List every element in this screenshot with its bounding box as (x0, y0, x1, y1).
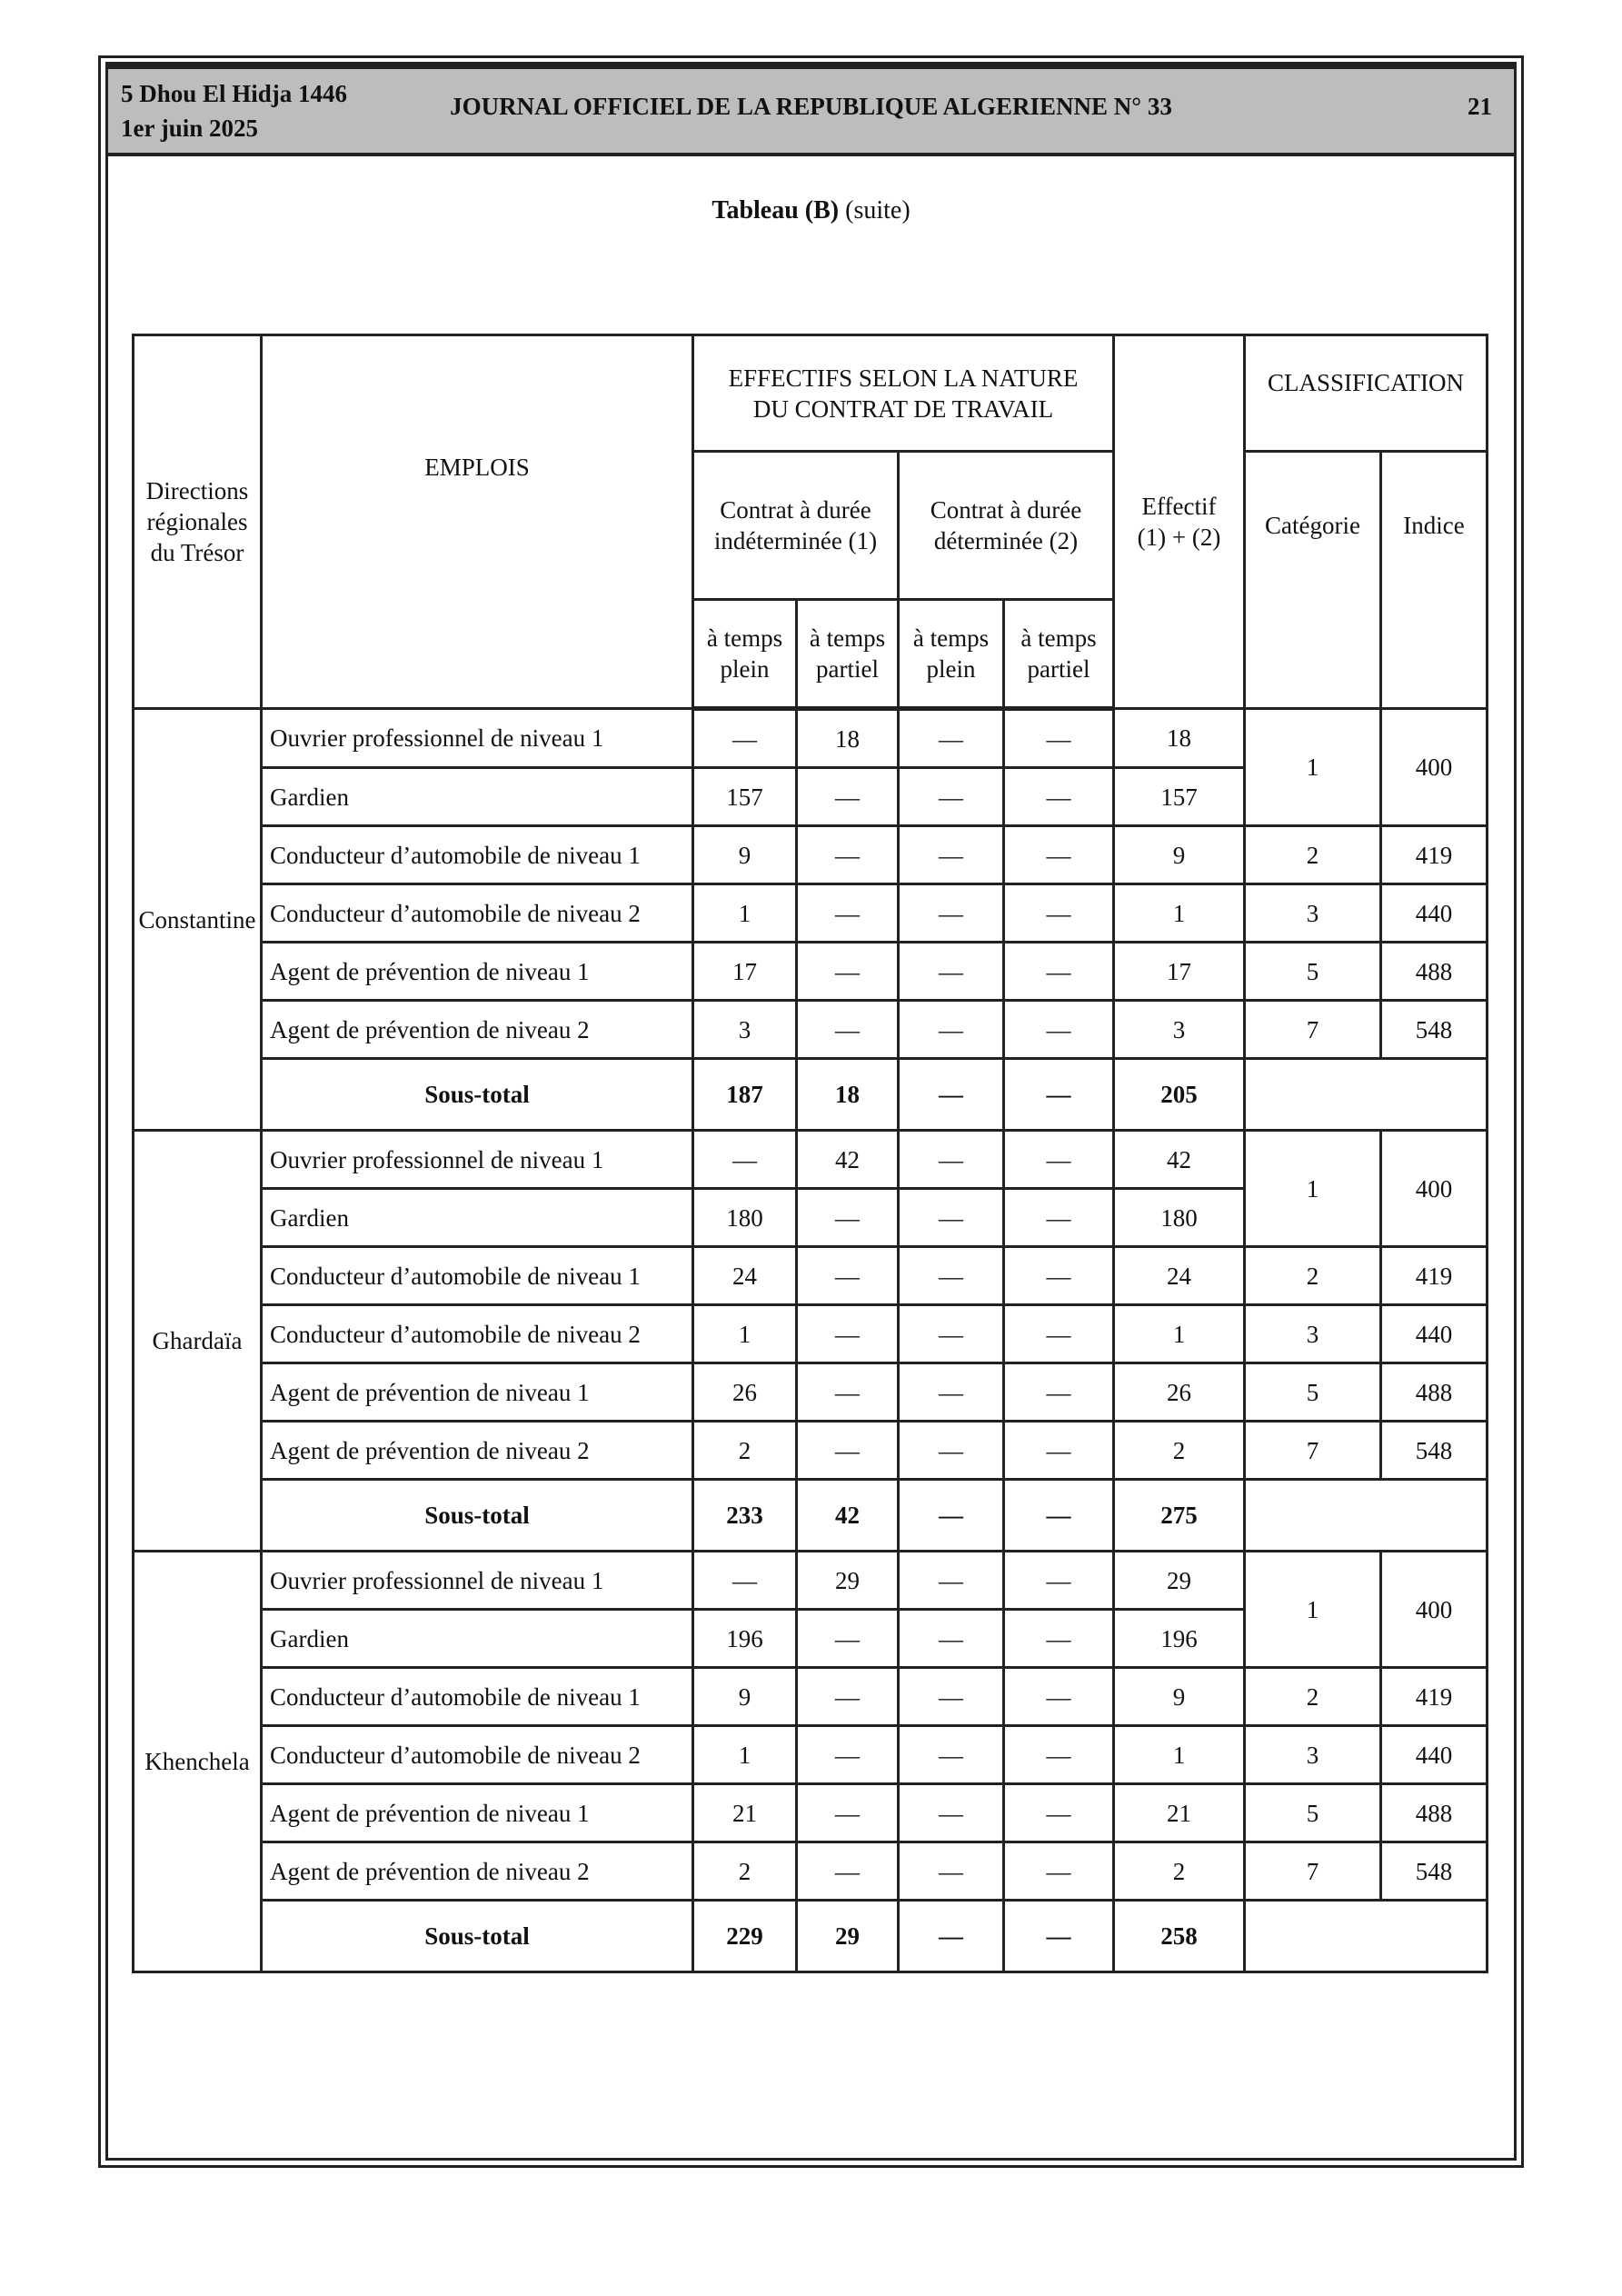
table-row (134, 1247, 1488, 1305)
region-name: Khenchela (134, 1552, 262, 1972)
cdi-partiel-cell: 29 (797, 1552, 899, 1610)
indice-cell: 440 (1381, 884, 1488, 943)
categorie-cell: 7 (1245, 1842, 1381, 1901)
cdd-plein-cell: — (899, 1422, 1004, 1480)
subtotal-row (134, 1901, 1488, 1972)
effectif-cell: 21 (1114, 1784, 1245, 1842)
cdi-plein-cell: 157 (693, 768, 797, 826)
categorie-cell: 2 (1245, 1668, 1381, 1726)
categorie-cell: 5 (1245, 943, 1381, 1001)
emploi-cell: Agent de prévention de niveau 2 (262, 1001, 693, 1059)
effectif-cell: 18 (1114, 709, 1245, 768)
subtotal-effectif: 275 (1114, 1480, 1245, 1552)
effectif-cell: 2 (1114, 1842, 1245, 1901)
page-number: 21 (1468, 93, 1492, 120)
effectif-cell: 1 (1114, 884, 1245, 943)
effectif-cell: 3 (1114, 1001, 1245, 1059)
cdd-plein-cell: — (899, 826, 1004, 884)
effectif-cell: 42 (1114, 1131, 1245, 1189)
cdd-plein-cell: — (899, 1001, 1004, 1059)
emploi-cell: Agent de prévention de niveau 2 (262, 1422, 693, 1480)
indice-cell: 548 (1381, 1842, 1488, 1901)
table-row (134, 826, 1488, 884)
col-header-effectif: Effectif (1) + (2) (1114, 335, 1245, 709)
effectif-cell: 26 (1114, 1363, 1245, 1422)
emploi-cell: Gardien (262, 768, 693, 826)
cdi-partiel-cell: — (797, 1247, 899, 1305)
cdi-plein-cell: 17 (693, 943, 797, 1001)
cdd-plein-cell: — (899, 1247, 1004, 1305)
emploi-cell: Agent de prévention de niveau 2 (262, 1842, 693, 1901)
categorie-cell: 1 (1245, 709, 1381, 826)
emploi-cell: Ouvrier professionnel de niveau 1 (262, 1552, 693, 1610)
table-row (134, 1305, 1488, 1363)
indice-cell: 419 (1381, 1668, 1488, 1726)
table-title-suffix: (suite) (839, 196, 911, 225)
cdi-plein-cell: — (693, 709, 797, 768)
indice-cell: 419 (1381, 826, 1488, 884)
cdi-plein-cell: 2 (693, 1842, 797, 1901)
effectif-cell: 2 (1114, 1422, 1245, 1480)
categorie-cell: 5 (1245, 1363, 1381, 1422)
cdd-partiel-cell: — (1004, 1131, 1114, 1189)
categorie-cell: 2 (1245, 826, 1381, 884)
cdi-partiel-cell: — (797, 826, 899, 884)
table-row (134, 1001, 1488, 1059)
indice-cell: 548 (1381, 1422, 1488, 1480)
cdi-partiel-cell: — (797, 1726, 899, 1784)
subtotal-classification-empty (1245, 1059, 1488, 1131)
table-row (134, 1842, 1488, 1901)
cdi-partiel-cell: — (797, 943, 899, 1001)
subtotal-label: Sous-total (262, 1480, 693, 1552)
cdi-partiel-cell: — (797, 1305, 899, 1363)
effectif-cell: 180 (1114, 1189, 1245, 1247)
col-header-directions: Directions régionales du Trésor (134, 335, 262, 709)
cdi-plein-cell: 1 (693, 884, 797, 943)
cdi-partiel-cell: 42 (797, 1131, 899, 1189)
table-row (134, 884, 1488, 943)
subtotal-cdd-plein: — (899, 1480, 1004, 1552)
categorie-cell: 3 (1245, 884, 1381, 943)
cdd-partiel-cell: — (1004, 1422, 1114, 1480)
col-header-effectifs: EFFECTIFS SELON LA NATURE DU CONTRAT DE TRAVAIL (693, 335, 1114, 452)
categorie-cell: 7 (1245, 1422, 1381, 1480)
cdi-plein-cell: 21 (693, 1784, 797, 1842)
col-header-categorie: Catégorie (1245, 452, 1381, 709)
indice-cell: 548 (1381, 1001, 1488, 1059)
cdd-plein-cell: — (899, 1610, 1004, 1668)
categorie-cell: 5 (1245, 1784, 1381, 1842)
cdi-plein-cell: 180 (693, 1189, 797, 1247)
subtotal-classification-empty (1245, 1480, 1488, 1552)
table-row (134, 943, 1488, 1001)
subtotal-cdd-plein: — (899, 1059, 1004, 1131)
cdi-plein-cell: 3 (693, 1001, 797, 1059)
cdd-partiel-cell: — (1004, 1247, 1114, 1305)
indice-cell: 440 (1381, 1726, 1488, 1784)
emploi-cell: Conducteur d’automobile de niveau 1 (262, 1668, 693, 1726)
cdi-plein-cell: 9 (693, 1668, 797, 1726)
indice-cell: 440 (1381, 1305, 1488, 1363)
cdi-plein-cell: 1 (693, 1305, 797, 1363)
cdi-partiel-cell: — (797, 884, 899, 943)
col-header-classification: CLASSIFICATION (1245, 335, 1488, 452)
indice-cell: 488 (1381, 1784, 1488, 1842)
cdd-partiel-cell: — (1004, 1552, 1114, 1610)
col-header-cdd: Contrat à durée déterminée (2) (899, 452, 1114, 600)
cdd-plein-cell: — (899, 1305, 1004, 1363)
subtotal-cdd-plein: — (899, 1901, 1004, 1972)
journal-header (108, 65, 1514, 156)
subtotal-label: Sous-total (262, 1901, 693, 1972)
col-header-indice: Indice (1381, 452, 1488, 709)
categorie-cell: 1 (1245, 1552, 1381, 1668)
indice-cell: 488 (1381, 943, 1488, 1001)
col-header-cdd-plein: à temps plein (899, 600, 1004, 709)
cdd-partiel-cell: — (1004, 943, 1114, 1001)
subtotal-label: Sous-total (262, 1059, 693, 1131)
emploi-cell: Gardien (262, 1189, 693, 1247)
col-header-cdi-plein: à temps plein (693, 600, 797, 709)
cdd-partiel-cell: — (1004, 768, 1114, 826)
indice-cell: 400 (1381, 1131, 1488, 1247)
cdd-partiel-cell: — (1004, 709, 1114, 768)
subtotal-cdi-partiel: 29 (797, 1901, 899, 1972)
emploi-cell: Agent de prévention de niveau 1 (262, 943, 693, 1001)
staff-table (132, 334, 1488, 1973)
emploi-cell: Agent de prévention de niveau 1 (262, 1363, 693, 1422)
emploi-cell: Ouvrier professionnel de niveau 1 (262, 709, 693, 768)
subtotal-cdd-partiel: — (1004, 1480, 1114, 1552)
cdi-partiel-cell: — (797, 1001, 899, 1059)
emploi-cell: Agent de prévention de niveau 1 (262, 1784, 693, 1842)
cdi-partiel-cell: 18 (797, 709, 899, 768)
cdd-partiel-cell: — (1004, 1363, 1114, 1422)
cdi-partiel-cell: — (797, 1610, 899, 1668)
emploi-cell: Conducteur d’automobile de niveau 2 (262, 1305, 693, 1363)
subtotal-cdi-partiel: 18 (797, 1059, 899, 1131)
cdd-partiel-cell: — (1004, 1189, 1114, 1247)
categorie-cell: 2 (1245, 1247, 1381, 1305)
cdd-plein-cell: — (899, 1726, 1004, 1784)
cdd-partiel-cell: — (1004, 1668, 1114, 1726)
cdi-partiel-cell: — (797, 1422, 899, 1480)
emploi-cell: Conducteur d’automobile de niveau 1 (262, 826, 693, 884)
categorie-cell: 7 (1245, 1001, 1381, 1059)
subtotal-classification-empty (1245, 1901, 1488, 1972)
col-header-cdi-partiel: à temps partiel (797, 600, 899, 709)
cdd-partiel-cell: — (1004, 1842, 1114, 1901)
col-header-emplois: EMPLOIS (262, 335, 693, 709)
region-name: Constantine (134, 709, 262, 1131)
emploi-cell: Conducteur d’automobile de niveau 2 (262, 884, 693, 943)
cdd-plein-cell: — (899, 1668, 1004, 1726)
table-title (0, 196, 1622, 225)
subtotal-row (134, 1480, 1488, 1552)
cdd-partiel-cell: — (1004, 826, 1114, 884)
cdi-partiel-cell: — (797, 768, 899, 826)
cdi-plein-cell: 2 (693, 1422, 797, 1480)
cdi-partiel-cell: — (797, 1842, 899, 1901)
effectif-cell: 9 (1114, 826, 1245, 884)
subtotal-cdi-plein: 233 (693, 1480, 797, 1552)
cdd-partiel-cell: — (1004, 1726, 1114, 1784)
table-row (134, 1784, 1488, 1842)
emploi-cell: Gardien (262, 1610, 693, 1668)
indice-cell: 400 (1381, 1552, 1488, 1668)
cdd-plein-cell: — (899, 1189, 1004, 1247)
effectif-cell: 1 (1114, 1726, 1245, 1784)
cdi-partiel-cell: — (797, 1668, 899, 1726)
cdd-plein-cell: — (899, 1552, 1004, 1610)
categorie-cell: 3 (1245, 1305, 1381, 1363)
table-row (134, 1363, 1488, 1422)
effectif-cell: 196 (1114, 1610, 1245, 1668)
subtotal-cdi-plein: 187 (693, 1059, 797, 1131)
region-name: Ghardaïa (134, 1131, 262, 1552)
effectif-cell: 9 (1114, 1668, 1245, 1726)
effectif-cell: 17 (1114, 943, 1245, 1001)
cdi-plein-cell: 26 (693, 1363, 797, 1422)
effectif-cell: 1 (1114, 1305, 1245, 1363)
effectif-cell: 29 (1114, 1552, 1245, 1610)
cdi-plein-cell: 196 (693, 1610, 797, 1668)
indice-cell: 419 (1381, 1247, 1488, 1305)
col-header-cdi: Contrat à durée indéterminée (1) (693, 452, 899, 600)
cdd-partiel-cell: — (1004, 1610, 1114, 1668)
cdd-plein-cell: — (899, 709, 1004, 768)
subtotal-cdd-partiel: — (1004, 1059, 1114, 1131)
subtotal-effectif: 258 (1114, 1901, 1245, 1972)
emploi-cell: Conducteur d’automobile de niveau 2 (262, 1726, 693, 1784)
cdd-partiel-cell: — (1004, 1784, 1114, 1842)
table-row (134, 709, 1488, 768)
table-row (134, 1668, 1488, 1726)
table-title-main: Tableau (B) (711, 196, 840, 225)
effectif-cell: 157 (1114, 768, 1245, 826)
cdi-plein-cell: — (693, 1552, 797, 1610)
cdd-partiel-cell: — (1004, 884, 1114, 943)
cdd-plein-cell: — (899, 884, 1004, 943)
cdd-plein-cell: — (899, 768, 1004, 826)
cdi-plein-cell: — (693, 1131, 797, 1189)
cdi-plein-cell: 1 (693, 1726, 797, 1784)
cdd-plein-cell: — (899, 1784, 1004, 1842)
indice-cell: 488 (1381, 1363, 1488, 1422)
cdd-plein-cell: — (899, 1363, 1004, 1422)
emploi-cell: Ouvrier professionnel de niveau 1 (262, 1131, 693, 1189)
cdi-plein-cell: 9 (693, 826, 797, 884)
table-row (134, 1422, 1488, 1480)
cdd-partiel-cell: — (1004, 1001, 1114, 1059)
cdd-plein-cell: — (899, 1131, 1004, 1189)
gregorian-date: 1er juin 2025 (121, 115, 259, 142)
cdi-plein-cell: 24 (693, 1247, 797, 1305)
subtotal-row (134, 1059, 1488, 1131)
table-row (134, 1726, 1488, 1784)
cdd-partiel-cell: — (1004, 1305, 1114, 1363)
indice-cell: 400 (1381, 709, 1488, 826)
table-body (134, 709, 1488, 1972)
subtotal-cdi-plein: 229 (693, 1901, 797, 1972)
col-header-cdd-partiel: à temps partiel (1004, 600, 1114, 709)
categorie-cell: 1 (1245, 1131, 1381, 1247)
hijri-date: 5 Dhou El Hidja 1446 (121, 80, 348, 107)
cdi-partiel-cell: — (797, 1784, 899, 1842)
cdd-plein-cell: — (899, 943, 1004, 1001)
subtotal-cdd-partiel: — (1004, 1901, 1114, 1972)
cdd-plein-cell: — (899, 1842, 1004, 1901)
cdi-partiel-cell: — (797, 1363, 899, 1422)
table-row (134, 1552, 1488, 1610)
cdi-partiel-cell: — (797, 1189, 899, 1247)
effectif-cell: 24 (1114, 1247, 1245, 1305)
categorie-cell: 3 (1245, 1726, 1381, 1784)
journal-title: JOURNAL OFFICIEL DE LA REPUBLIQUE ALGERIENNE N° 33 (450, 93, 1172, 120)
subtotal-cdi-partiel: 42 (797, 1480, 899, 1552)
subtotal-effectif: 205 (1114, 1059, 1245, 1131)
table-row (134, 1131, 1488, 1189)
emploi-cell: Conducteur d’automobile de niveau 1 (262, 1247, 693, 1305)
